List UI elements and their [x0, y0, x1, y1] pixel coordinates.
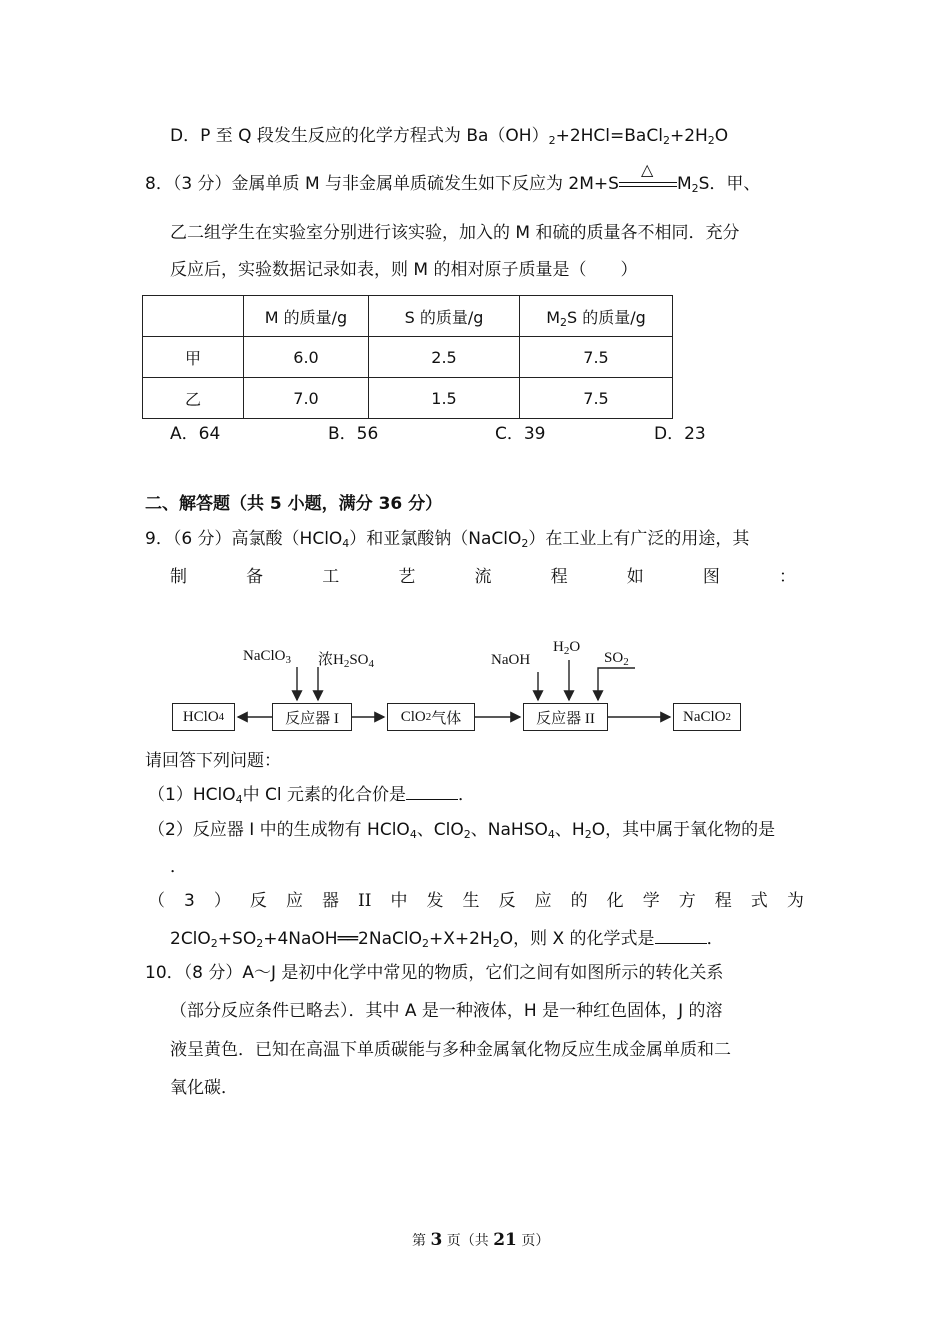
table-cell: 7.5 — [520, 378, 673, 419]
q10-line4: 氧化碳． — [170, 1078, 238, 1098]
q10-line3: 液呈黄色．已知在高温下单质碳能与多种金属氧化物反应生成金属单质和二 — [170, 1040, 731, 1060]
q9-line1: 9．（6 分）高氯酸（HClO$_4$）和亚氯酸钠（NaClO$_2$）在工业上有广泛的用途，其 — [145, 529, 750, 550]
table-header-m-mass: M 的质量/g — [244, 296, 369, 337]
q8-line2: 乙二组学生在实验室分别进行该实验，加入的 M 和硫的质量各不相同．充分 — [170, 223, 740, 243]
so2-label: $SO_2$ — [604, 650, 629, 668]
q8-option-d: D．23 — [654, 424, 706, 444]
q8-option-c: C．39 — [495, 424, 546, 444]
reactor-2-box: 反应器 II — [523, 703, 608, 731]
table-cell: 1.5 — [369, 378, 520, 419]
table-header-m2s-mass: $M_2S$ 的质量/g — [520, 296, 673, 337]
q10-line2: （部分反应条件已略去）．其中 A 是一种液体，H 是一种红色固体，J 的溶 — [170, 1001, 723, 1021]
q9-sub1: （1）HClO$_4$中 Cl 元素的化合价是 ． — [148, 785, 475, 806]
page-total: 21 — [493, 1230, 517, 1250]
page-number: 3 — [430, 1230, 443, 1250]
q7-option-d: D．P 至 Q 段发生反应的化学方程式为 $Ba(OH)_2+2HCl=BaCl_2+2H_2O$ — [170, 126, 729, 147]
section-title: 二、解答题（共 5 小题，满分 36 分） — [145, 494, 443, 514]
table-header-s-mass: S 的质量/g — [369, 296, 520, 337]
naclo3-label: NaClO$_3$ — [243, 648, 291, 666]
q8-option-b: B．56 — [328, 424, 379, 444]
q9-sub2-dot: ． — [170, 857, 187, 877]
q9-sub3-line1: （ 3 ） 反 应 器 II 中 发 生 反 应 的 化 学 方 程 式 为 — [148, 891, 804, 911]
q9-line2: 制 备 工 艺 流 程 如 图 ： — [170, 567, 796, 587]
q10-line1: 10．（8 分）A～J 是初中化学中常见的物质，它们之间有如图所示的转化关系 — [145, 963, 724, 983]
q9-sub3-line2: $2ClO_2+SO_2+4NaOH══2NaClO_2+X+2H_2O$，则 X 的化学式是 ． — [170, 929, 724, 950]
table-cell: 2.5 — [369, 337, 520, 378]
reactor-1-box: 反应器 I — [272, 703, 352, 731]
table-cell: 6.0 — [244, 337, 369, 378]
naclo2-box: NaClO 2 — [673, 703, 741, 731]
table-cell: 7.5 — [520, 337, 673, 378]
q8-line1: 8．（3 分）金属单质 M 与非金属单质硫发生如下反应为 2M+S △ $M_2S$．甲、 — [145, 160, 761, 195]
h2o-label: $H_2O$ — [553, 639, 581, 657]
page-footer: 第 3 页（共 21 页） — [412, 1230, 550, 1250]
h2so4-label: 浓$H_2SO_4$ — [318, 652, 375, 670]
table-cell: 7.0 — [244, 378, 369, 419]
answer-blank[interactable] — [406, 785, 458, 800]
q8-line3: 反应后，实验数据记录如表，则 M 的相对原子质量是（ ） — [170, 260, 638, 280]
clo2-gas-box: ClO 2 气体 — [387, 703, 475, 731]
q8-option-a: A．64 — [170, 424, 221, 444]
naoh-label: NaOH — [491, 652, 531, 668]
heat-triangle-icon: △ — [640, 160, 654, 179]
table-cell-group: 甲 — [143, 337, 244, 378]
q9-sub2: （2）反应器 I 中的生成物有 HClO$_4$、ClO$_2$、NaHSO$_4$、$H_2O$，其中属于氧化物的是 — [148, 820, 776, 841]
q9-prompt: 请回答下列问题： — [145, 751, 281, 771]
answer-blank[interactable] — [655, 929, 707, 944]
hclo4-box: HClO 4 — [172, 703, 235, 731]
table-cell-group: 乙 — [143, 378, 244, 419]
